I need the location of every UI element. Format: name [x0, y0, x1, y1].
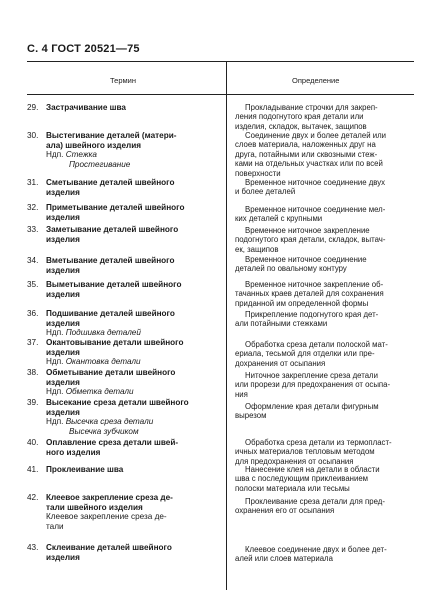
definition-line: друга, потайными или сквозными стеж-	[235, 149, 378, 159]
nonrecommended-term: Простегивание	[69, 159, 131, 169]
term-number: 31.	[27, 178, 39, 187]
term-entry	[27, 178, 227, 197]
definition-entry	[235, 310, 413, 329]
definition-line: Прокладывание строчки для закреп-	[245, 103, 378, 112]
definition-entry	[235, 402, 413, 421]
definition-line: полоски материала или тесьмы	[235, 483, 350, 493]
term-text: Застрачивание шва	[46, 103, 126, 112]
nonrecommended-term: Ндп. Стежка	[46, 150, 97, 160]
term-line	[27, 493, 227, 503]
definition-entry	[235, 178, 413, 197]
page-header: С. 4 ГОСТ 20521—75	[27, 43, 140, 55]
term-text: Оплавление среза детали швей-	[46, 438, 179, 447]
definition-entry	[235, 371, 413, 399]
definition-line: Ниточное закрепление среза детали	[245, 371, 378, 380]
term-text: Вметывание деталей швейного	[46, 256, 175, 265]
definition-entry	[235, 497, 413, 516]
definition-line: для предохранения от осыпания	[235, 456, 354, 466]
definition-line: или прорези для предохранения от осыпа-	[235, 380, 391, 390]
definition-line: деталей по овальному контуру	[235, 264, 347, 274]
term-number: 41.	[27, 465, 39, 474]
definition-line: Соединение двух и более деталей или	[245, 131, 386, 140]
definition-line: али потайными стежками	[235, 319, 328, 329]
term-text: Клеевое закрепление среза де-	[46, 493, 173, 502]
term-line	[27, 368, 227, 378]
definition-line: шва с последующим приклеиванием	[235, 474, 369, 484]
synonym-term: тали	[46, 521, 64, 531]
definition-line: Временное ниточное соединение мел-	[245, 205, 386, 214]
definition-line: изделия, складок, вытачек, защипов	[235, 121, 367, 131]
term-line	[27, 465, 227, 475]
term-number: 40.	[27, 438, 39, 447]
nonrecommended-term: Ндп. Подшивка деталей	[46, 328, 141, 338]
term-entry	[27, 256, 227, 275]
definition-line: Прикрепление подогнутого края дет-	[245, 310, 379, 319]
nonrecommended-term: Ндп. Окантовка детали	[46, 357, 141, 367]
term-entry	[27, 465, 227, 475]
definition-line: дохранения от осыпания	[235, 358, 326, 368]
term-number: 30.	[27, 131, 39, 140]
table-header-rule	[27, 94, 414, 95]
definition-line: ериала, тесьмой для отделки или пре-	[235, 349, 375, 359]
term-entry	[27, 438, 227, 457]
definition-line: слоев материала, наложенных друг на	[235, 140, 376, 150]
definition-line: ления подогнутого края детали или	[235, 112, 364, 122]
term-number: 35.	[27, 280, 39, 289]
term-text-continued: изделия	[46, 212, 80, 222]
table-top-rule	[27, 61, 414, 62]
term-line	[27, 256, 227, 266]
term-line	[27, 309, 227, 319]
term-line	[27, 438, 227, 448]
term-text-continued: изделия	[46, 377, 80, 387]
term-entry	[27, 225, 227, 244]
term-entry	[27, 203, 227, 222]
term-entry	[27, 103, 227, 113]
term-text: Сметывание деталей швейного	[46, 178, 175, 187]
term-text-continued: изделия	[46, 265, 80, 275]
term-line	[27, 103, 227, 113]
definition-line: Проклеивание среза детали для пред-	[245, 497, 385, 506]
definition-entry	[235, 545, 413, 564]
definition-entry	[235, 205, 413, 224]
definition-line: Нанесение клея на детали в области	[245, 465, 380, 474]
term-number: 29.	[27, 103, 39, 112]
term-text: Проклеивание шва	[46, 465, 124, 474]
definition-entry	[235, 340, 413, 368]
term-text-continued: ного изделия	[46, 447, 101, 457]
definition-line: и более деталей	[235, 187, 296, 197]
definition-line: ек, защипов	[235, 244, 279, 254]
definition-line: Временное ниточное соединение двух	[245, 178, 386, 187]
definition-entry	[235, 465, 413, 493]
definition-line: Временное ниточное соединение	[245, 255, 367, 264]
definition-line: ичных материалов тепловым методом	[235, 447, 375, 457]
term-text: Высекание среза детали швейного	[46, 398, 189, 407]
definition-line: подогнутого края детали, складок, вытач-	[235, 235, 386, 245]
definition-line: Временное ниточное закрепление	[245, 226, 370, 235]
definition-line: приданной им определенной формы	[235, 298, 369, 308]
term-text: Приметывание деталей швейного	[46, 203, 185, 212]
term-text: Склеивание деталей швейного	[46, 543, 172, 552]
term-text-continued: изделия	[46, 552, 80, 562]
term-number: 39.	[27, 398, 39, 407]
definition-entry	[235, 255, 413, 274]
definition-entry	[235, 438, 413, 466]
definition-line: ния	[235, 389, 248, 399]
definition-entry	[235, 103, 413, 131]
term-text: Заметывание деталей швейного	[46, 225, 179, 234]
term-text: Выметывание деталей швейного	[46, 280, 182, 289]
definition-line: Оформление края детали фигурным	[245, 402, 379, 411]
definition-line: Клеевое соединение двух и более дет-	[245, 545, 387, 554]
term-line	[27, 398, 227, 408]
definition-line: ками на отдельных участках или по всей	[235, 159, 383, 169]
definition-line: тачанных краев деталей для сохранения	[235, 289, 384, 299]
term-text-continued: изделия	[46, 407, 80, 417]
definition-line: ких деталей с крупными	[235, 214, 323, 224]
definition-entry	[235, 131, 413, 178]
term-text-continued: изделия	[46, 289, 80, 299]
definition-line: Временное ниточное закрепление об-	[245, 280, 384, 289]
definition-line: Обработка среза детали полоской мат-	[245, 340, 388, 349]
nonrecommended-term: Ндп. Обметка детали	[46, 387, 134, 397]
term-number: 32.	[27, 203, 39, 212]
term-line	[27, 338, 227, 348]
term-line	[27, 225, 227, 235]
definition-entry	[235, 280, 413, 308]
term-entry	[27, 493, 227, 531]
term-line	[27, 178, 227, 188]
column-header-definition: Определение	[292, 76, 340, 85]
term-entry	[27, 543, 227, 562]
term-text-continued: изделия	[46, 347, 80, 357]
term-entry	[27, 398, 227, 436]
nonrecommended-term: Высечка зубчиком	[69, 426, 139, 436]
definition-line: Обработка среза детали из термопласт-	[245, 438, 392, 447]
term-text: Подшивание деталей швейного	[46, 309, 175, 318]
term-line	[27, 280, 227, 290]
term-entry	[27, 131, 227, 169]
term-number: 34.	[27, 256, 39, 265]
term-number: 43.	[27, 543, 39, 552]
definition-line: охранения его от осыпания	[235, 506, 335, 516]
term-text: Выстегивание деталей (матери-	[46, 131, 177, 140]
term-number: 42.	[27, 493, 39, 502]
definition-line: поверхности	[235, 168, 281, 178]
term-text: Окантовывание детали швейного	[46, 338, 184, 347]
term-number: 38.	[27, 368, 39, 377]
definition-entry	[235, 226, 413, 254]
term-entry	[27, 309, 227, 338]
definition-line: вырезом	[235, 411, 267, 421]
term-text: Обметывание детали швейного	[46, 368, 176, 377]
term-text-continued: изделия	[46, 318, 80, 328]
term-text-continued: изделия	[46, 187, 80, 197]
term-number: 36.	[27, 309, 39, 318]
nonrecommended-term: Ндп. Высечка среза детали	[46, 417, 154, 427]
term-entry	[27, 368, 227, 397]
term-text-continued: изделия	[46, 234, 80, 244]
column-header-term: Термин	[110, 76, 136, 85]
term-line	[27, 131, 227, 141]
term-text-continued: тали швейного изделия	[46, 502, 143, 512]
term-entry	[27, 338, 227, 367]
synonym-term: Клеевое закрепление среза де-	[46, 512, 167, 522]
term-line	[27, 543, 227, 553]
term-text-continued: ала) швейного изделия	[46, 140, 142, 150]
term-number: 33.	[27, 225, 39, 234]
definition-line: алей или слоев материала	[235, 554, 333, 564]
term-line	[27, 203, 227, 213]
term-entry	[27, 280, 227, 299]
term-number: 37.	[27, 338, 39, 347]
